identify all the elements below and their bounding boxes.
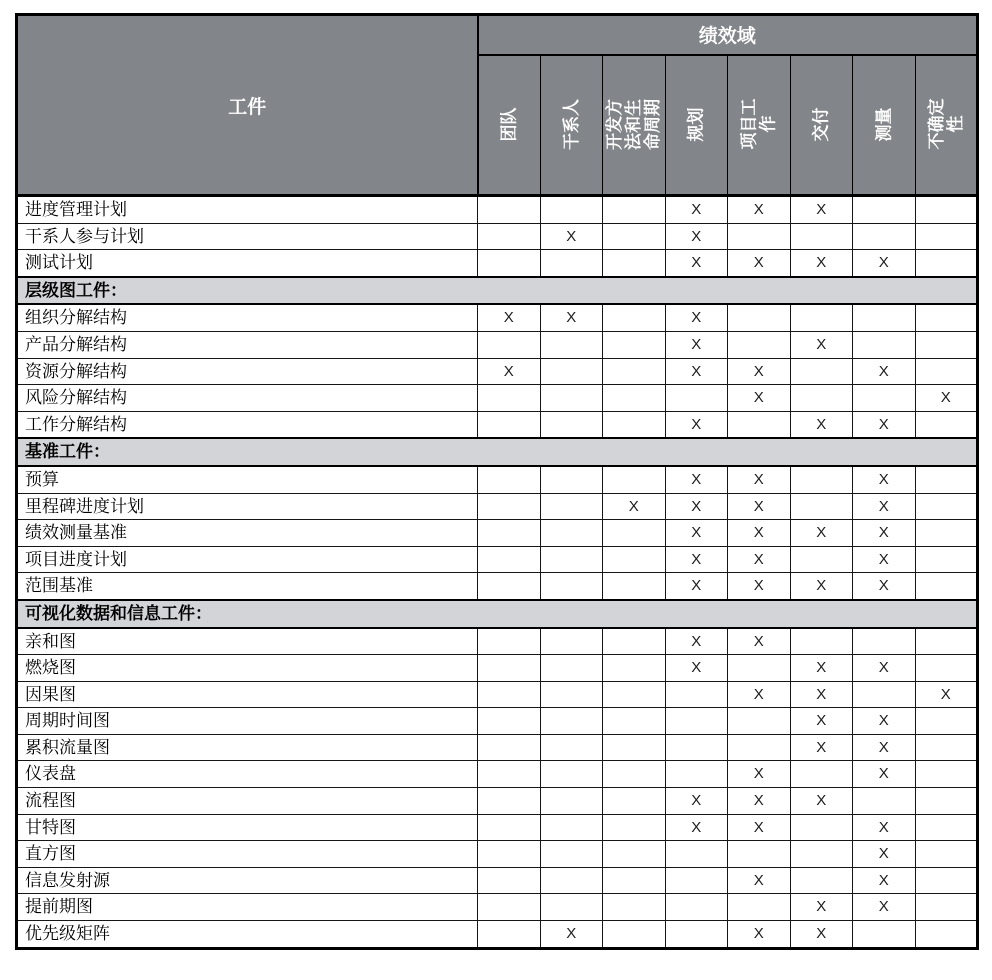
matrix-empty-cell [853,788,916,815]
matrix-empty-cell [540,573,603,600]
artifact-row [17,546,978,573]
matrix-mark-cell: X [853,493,916,520]
matrix-empty-cell [540,520,603,547]
matrix-empty-cell [540,788,603,815]
matrix-empty-cell [603,867,666,894]
matrix-empty-cell [790,358,853,385]
artifact-label: 产品分解结构 [17,331,478,358]
matrix-mark-cell: X [853,655,916,682]
matrix-empty-cell [915,921,978,949]
matrix-empty-cell [540,841,603,868]
matrix-empty-cell [603,841,666,868]
matrix-empty-cell [540,761,603,788]
matrix-mark-cell: X [853,761,916,788]
matrix-empty-cell [665,708,728,735]
matrix-empty-cell [915,761,978,788]
artifact-label: 亲和图 [17,628,478,655]
artifact-row [17,708,978,735]
matrix-empty-cell [728,841,791,868]
matrix-empty-cell [728,411,791,438]
section-header-row [17,438,978,466]
matrix-mark-cell: X [790,573,853,600]
matrix-mark-cell: X [728,788,791,815]
matrix-mark-cell: X [665,814,728,841]
matrix-mark-cell: X [728,761,791,788]
artifact-label: 仪表盘 [17,761,478,788]
matrix-empty-cell [540,331,603,358]
matrix-mark-cell: X [665,466,728,493]
matrix-mark-cell: X [790,894,853,921]
matrix-mark-cell: X [853,708,916,735]
matrix-empty-cell [478,708,541,735]
artifact-label: 资源分解结构 [17,358,478,385]
artifact-label: 风险分解结构 [17,385,478,412]
domain-header-label: 团队 [499,107,519,142]
matrix-empty-cell [790,546,853,573]
matrix-empty-cell [603,331,666,358]
artifact-label: 干系人参与计划 [17,223,478,250]
section-header-label: 层级图工件： [17,277,978,305]
matrix-empty-cell [478,223,541,250]
artifact-label: 项目进度计划 [17,546,478,573]
matrix-empty-cell [603,655,666,682]
matrix-empty-cell [853,681,916,708]
matrix-empty-cell [603,196,666,224]
matrix-mark-cell: X [853,573,916,600]
matrix-mark-cell: X [728,867,791,894]
matrix-empty-cell [915,628,978,655]
matrix-empty-cell [728,304,791,331]
matrix-empty-cell [478,628,541,655]
artifact-row [17,411,978,438]
matrix-mark-cell: X [790,921,853,949]
matrix-empty-cell [665,841,728,868]
artifact-row [17,761,978,788]
artifact-row [17,921,978,949]
matrix-empty-cell [915,655,978,682]
artifact-row [17,331,978,358]
matrix-empty-cell [603,250,666,277]
matrix-empty-cell [478,466,541,493]
matrix-empty-cell [478,894,541,921]
matrix-mark-cell: X [665,520,728,547]
matrix-empty-cell [665,921,728,949]
matrix-empty-cell [603,628,666,655]
artifact-label: 绩效测量基准 [17,520,478,547]
matrix-empty-cell [915,411,978,438]
matrix-empty-cell [603,546,666,573]
matrix-empty-cell [603,411,666,438]
matrix-mark-cell: X [790,196,853,224]
matrix-mark-cell: X [728,466,791,493]
domain-header-label: 不确定性 [926,98,965,150]
section-header-label: 可视化数据和信息工件： [17,600,978,628]
matrix-empty-cell [665,734,728,761]
matrix-mark-cell: X [665,223,728,250]
matrix-empty-cell [665,385,728,412]
artifact-label: 燃烧图 [17,655,478,682]
matrix-mark-cell: X [540,304,603,331]
matrix-empty-cell [665,681,728,708]
matrix-mark-cell: X [665,628,728,655]
matrix-empty-cell [478,788,541,815]
matrix-mark-cell: X [603,493,666,520]
artifact-row [17,814,978,841]
matrix-empty-cell [540,814,603,841]
artifact-label: 累积流量图 [17,734,478,761]
matrix-mark-cell: X [790,411,853,438]
matrix-empty-cell [478,493,541,520]
domain-header-label: 开发方法和生命周期 [605,98,663,150]
artifact-row [17,196,978,224]
matrix-empty-cell [728,734,791,761]
matrix-empty-cell [478,734,541,761]
artifact-row [17,628,978,655]
matrix-empty-cell [603,894,666,921]
section-header-label: 基准工件： [17,438,978,466]
matrix-empty-cell [603,466,666,493]
artifact-label: 组织分解结构 [17,304,478,331]
matrix-empty-cell [915,867,978,894]
matrix-empty-cell [915,546,978,573]
matrix-empty-cell [728,223,791,250]
matrix-empty-cell [603,681,666,708]
artifact-row [17,788,978,815]
matrix-empty-cell [853,196,916,224]
matrix-mark-cell: X [728,814,791,841]
matrix-empty-cell [790,304,853,331]
artifact-row [17,681,978,708]
matrix-mark-cell: X [728,628,791,655]
matrix-empty-cell [478,411,541,438]
matrix-empty-cell [665,761,728,788]
matrix-empty-cell [790,493,853,520]
matrix-empty-cell [915,250,978,277]
matrix-empty-cell [853,385,916,412]
matrix-empty-cell [728,708,791,735]
matrix-empty-cell [478,196,541,224]
domain-header-3 [603,55,666,196]
matrix-empty-cell [540,655,603,682]
matrix-mark-cell: X [540,921,603,949]
matrix-empty-cell [603,761,666,788]
matrix-empty-cell [603,520,666,547]
artifact-row [17,894,978,921]
section-header-row [17,277,978,305]
matrix-empty-cell [478,761,541,788]
matrix-mark-cell: X [790,681,853,708]
matrix-empty-cell [915,223,978,250]
matrix-empty-cell [790,385,853,412]
matrix-empty-cell [540,250,603,277]
artifact-label: 周期时间图 [17,708,478,735]
artifact-label: 进度管理计划 [17,196,478,224]
artifact-label: 直方图 [17,841,478,868]
matrix-mark-cell: X [853,358,916,385]
artifact-row [17,520,978,547]
matrix-empty-cell [540,546,603,573]
matrix-empty-cell [540,466,603,493]
matrix-mark-cell: X [853,546,916,573]
domain-header-label: 交付 [811,107,831,142]
matrix-mark-cell: X [728,681,791,708]
domain-header-6 [790,55,853,196]
matrix-empty-cell [478,841,541,868]
matrix-empty-cell [790,466,853,493]
artifact-row [17,223,978,250]
matrix-empty-cell [603,304,666,331]
matrix-empty-cell [478,250,541,277]
matrix-empty-cell [603,358,666,385]
matrix-mark-cell: X [665,304,728,331]
matrix-mark-cell: X [728,250,791,277]
matrix-mark-cell: X [665,250,728,277]
matrix-mark-cell: X [478,358,541,385]
matrix-mark-cell: X [853,734,916,761]
performance-domain-group-header: 绩效域 [478,15,978,55]
matrix-empty-cell [790,867,853,894]
matrix-mark-cell: X [853,520,916,547]
matrix-empty-cell [915,493,978,520]
artifact-row [17,867,978,894]
matrix-empty-cell [603,788,666,815]
matrix-empty-cell [665,894,728,921]
matrix-empty-cell [915,788,978,815]
matrix-empty-cell [540,734,603,761]
artifact-label: 流程图 [17,788,478,815]
matrix-empty-cell [540,894,603,921]
matrix-mark-cell: X [665,655,728,682]
domain-header-label: 项目工作 [739,98,778,150]
matrix-mark-cell: X [728,196,791,224]
matrix-empty-cell [853,304,916,331]
matrix-mark-cell: X [728,493,791,520]
matrix-empty-cell [478,573,541,600]
matrix-empty-cell [540,708,603,735]
domain-header-7 [853,55,916,196]
matrix-empty-cell [478,655,541,682]
matrix-mark-cell: X [665,493,728,520]
matrix-mark-cell: X [728,520,791,547]
matrix-empty-cell [915,814,978,841]
artifact-row [17,573,978,600]
matrix-empty-cell [540,493,603,520]
matrix-empty-cell [603,223,666,250]
matrix-mark-cell: X [478,304,541,331]
matrix-empty-cell [853,223,916,250]
matrix-mark-cell: X [915,385,978,412]
matrix-mark-cell: X [540,223,603,250]
matrix-mark-cell: X [915,681,978,708]
matrix-empty-cell [790,761,853,788]
matrix-empty-cell [915,894,978,921]
artifact-performance-domain-matrix [15,13,979,950]
matrix-header [17,15,978,196]
matrix-empty-cell [790,628,853,655]
matrix-empty-cell [915,573,978,600]
artifact-label: 甘特图 [17,814,478,841]
matrix-mark-cell: X [728,358,791,385]
matrix-empty-cell [665,867,728,894]
artifact-row [17,250,978,277]
matrix-empty-cell [540,196,603,224]
matrix-empty-cell [790,223,853,250]
artifact-row [17,493,978,520]
matrix-empty-cell [540,681,603,708]
matrix-empty-cell [540,411,603,438]
matrix-empty-cell [478,681,541,708]
matrix-empty-cell [478,546,541,573]
matrix-mark-cell: X [853,841,916,868]
artifact-label: 里程碑进度计划 [17,493,478,520]
artifact-label: 范围基准 [17,573,478,600]
matrix-mark-cell: X [665,788,728,815]
matrix-mark-cell: X [790,734,853,761]
matrix-mark-cell: X [665,411,728,438]
matrix-body [17,196,978,949]
matrix-empty-cell [540,628,603,655]
matrix-mark-cell: X [790,331,853,358]
matrix-empty-cell [603,814,666,841]
matrix-empty-cell [478,385,541,412]
artifact-row [17,385,978,412]
artifact-label: 优先级矩阵 [17,921,478,949]
domain-header-8 [915,55,978,196]
artifact-row [17,841,978,868]
matrix-empty-cell [540,867,603,894]
matrix-empty-cell [728,331,791,358]
matrix-empty-cell [603,921,666,949]
matrix-empty-cell [790,841,853,868]
matrix-mark-cell: X [853,250,916,277]
matrix-empty-cell [915,734,978,761]
matrix-mark-cell: X [665,358,728,385]
matrix-empty-cell [478,867,541,894]
matrix-empty-cell [853,921,916,949]
artifact-label: 测试计划 [17,250,478,277]
domain-header-1 [478,55,541,196]
matrix-mark-cell: X [665,573,728,600]
matrix-empty-cell [915,708,978,735]
domain-header-4 [665,55,728,196]
artifact-column-header: 工件 [17,15,478,196]
matrix-empty-cell [540,385,603,412]
matrix-mark-cell: X [728,546,791,573]
artifact-label: 工作分解结构 [17,411,478,438]
matrix-mark-cell: X [665,331,728,358]
artifact-row [17,304,978,331]
matrix-empty-cell [478,921,541,949]
matrix-mark-cell: X [728,385,791,412]
matrix-empty-cell [540,358,603,385]
matrix-mark-cell: X [853,466,916,493]
matrix-empty-cell [728,894,791,921]
domain-header-label: 规划 [686,107,706,142]
artifact-row [17,734,978,761]
group-header-row [17,15,978,55]
matrix-empty-cell [478,331,541,358]
matrix-mark-cell: X [790,520,853,547]
matrix-empty-cell [915,304,978,331]
matrix-mark-cell: X [665,546,728,573]
matrix-empty-cell [915,520,978,547]
artifact-row [17,358,978,385]
matrix-empty-cell [915,358,978,385]
matrix-empty-cell [603,573,666,600]
artifact-label: 提前期图 [17,894,478,921]
matrix-empty-cell [478,520,541,547]
matrix-mark-cell: X [853,867,916,894]
matrix-empty-cell [790,814,853,841]
artifact-label: 因果图 [17,681,478,708]
matrix-empty-cell [603,708,666,735]
matrix-mark-cell: X [790,655,853,682]
matrix-mark-cell: X [665,196,728,224]
matrix-mark-cell: X [853,411,916,438]
domain-header-2 [540,55,603,196]
artifact-label: 预算 [17,466,478,493]
matrix-empty-cell [915,841,978,868]
matrix-empty-cell [915,331,978,358]
matrix-mark-cell: X [853,894,916,921]
matrix-empty-cell [853,628,916,655]
domain-header-label: 干系人 [561,98,581,150]
artifact-label: 信息发射源 [17,867,478,894]
domain-header-label: 测量 [874,107,894,142]
matrix-empty-cell [728,655,791,682]
artifact-row [17,655,978,682]
matrix-empty-cell [603,734,666,761]
matrix-empty-cell [478,814,541,841]
artifact-row [17,466,978,493]
matrix-mark-cell: X [728,921,791,949]
matrix-mark-cell: X [790,250,853,277]
matrix-empty-cell [603,385,666,412]
matrix-mark-cell: X [728,573,791,600]
matrix-mark-cell: X [790,788,853,815]
matrix-empty-cell [853,331,916,358]
matrix-mark-cell: X [790,708,853,735]
matrix-empty-cell [915,196,978,224]
matrix-empty-cell [915,466,978,493]
domain-header-5 [728,55,791,196]
matrix-mark-cell: X [853,814,916,841]
section-header-row [17,600,978,628]
